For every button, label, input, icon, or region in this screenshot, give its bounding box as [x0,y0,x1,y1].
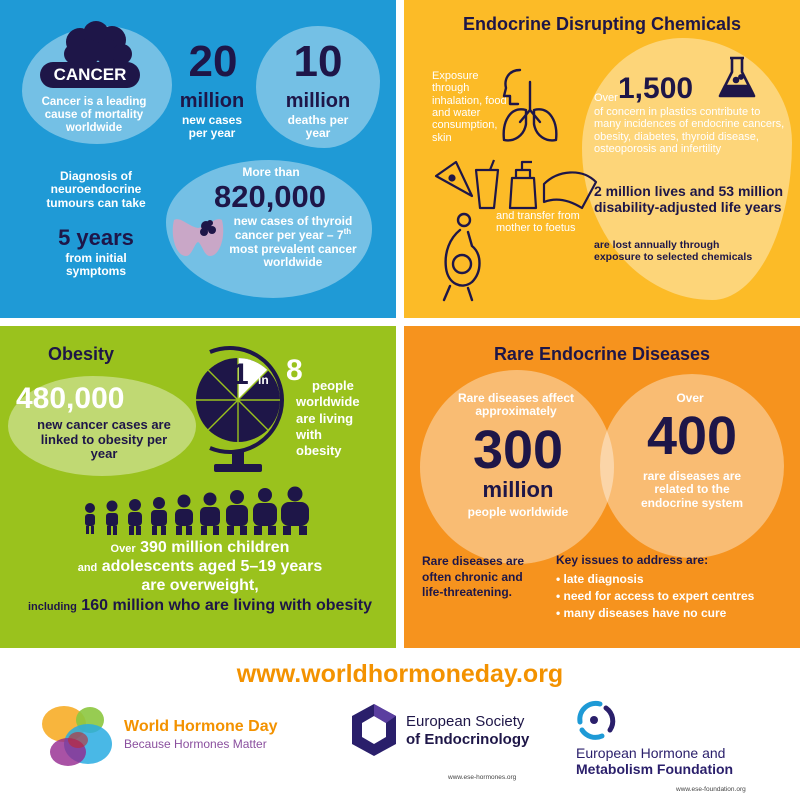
rare-key-issues-title: Key issues to address are: [556,553,709,567]
edc-lives-text: 2 million lives and 53 million disability-adjusted life years [594,183,784,215]
rare-people-text: people worldwide [467,505,569,519]
obesity-title: Obesity [48,344,115,364]
pregnant-mother-icon [432,212,490,302]
rare-bullet-2: need for access to expert centres [563,588,755,603]
rare-number-300: 300 [472,420,564,480]
obesity-cases-number: 480,000 [16,382,125,415]
list-item: • many diseases have no cure [556,605,727,620]
new-cases-number: 20 [188,37,238,86]
obesity-people-text: people worldwide are living with obesity [296,378,360,458]
cancer-badge: CANCER [40,62,140,88]
obesity-eight: 8 [286,354,303,387]
obesity-kids-over: Over [110,543,136,555]
list-item: • need for access to expert centres [556,588,755,603]
edc-exposure-text: Exposure through inhalation, food and water consumption, skin [432,70,507,144]
thyroid-pre: More than [242,165,300,179]
obesity-kids-num: 390 million children [140,539,290,556]
ese-url: www.ese-hormones.org [448,774,517,781]
rare-key-issues-list [556,571,796,621]
obesity-kids-over2: are overweight, [141,577,259,595]
children-silhouettes-icon [80,486,330,536]
thyroid-rank: 7 [336,228,344,243]
rare-panel [404,326,800,648]
obesity-cases-label: new cancer cases are linked to obesity per year [37,417,171,462]
whd-name: World Hormone Day [124,718,278,735]
edc-lost-text: are lost annually through exposure to selected chemicals [594,239,753,263]
footer [0,648,800,800]
obesity-one: 1 [232,358,249,391]
neuro-tail-text: from initial symptoms [65,251,127,279]
edc-title: Endocrine Disrupting Chemicals [462,14,742,34]
edc-description: of concern in plastics contribute to many incidences of endocrine cancers, obesity, diabetes, thyroid disease, osteoporosis and infertility [594,106,785,155]
deaths-unit: million [285,90,351,112]
thyroid-label-b: most prevalent cancer worldwide [229,241,357,270]
thyroid-number: 820,000 [213,179,327,214]
ese-name-a: European Society [406,713,525,730]
rare-bullet-3: many diseases have no cure [563,605,727,620]
list-item: • late diagnosis [556,572,644,586]
food-drink-icons [432,158,602,214]
obesity-panel [0,326,396,648]
obesity-kids-and: and [77,562,98,575]
new-cases-label: new cases per year [181,113,243,141]
rare-related-text: rare diseases are related to the endocrine system [640,469,744,510]
thyroid-label [228,215,358,270]
thyroid-label-a: new cases of thyroid cancer per year – [233,214,353,243]
deaths-number: 10 [293,37,343,86]
obesity-in: in [258,373,269,387]
flask-icon [716,54,758,102]
rare-number-400: 400 [646,406,738,466]
edc-over-label: Over [594,92,618,104]
thyroid-rank-sup: th [343,227,352,237]
obesity-incl: including [27,600,77,613]
world-hormone-day-logo [38,700,118,772]
deaths-label: deaths per year [287,113,349,141]
neuro-years: 5 years [58,225,134,250]
ehmf-logo [570,696,620,746]
edc-panel [404,0,800,318]
edc-number: 1,500 [618,72,694,105]
obesity-kids-text [20,538,380,615]
ese-logo [346,702,402,758]
ese-name-b: of Endocrinology [406,731,530,748]
rare-chronic-text: Rare diseases are often chronic and life-threatening. [422,554,525,600]
neuro-lead-text: Diagnosis of neuroendocrine tumours can take [46,169,146,210]
obesity-incl-b: 160 million who are living with obesity [81,596,373,614]
whd-tagline: Because Hormones Matter [124,737,267,751]
obesity-kids-mid: adolescents aged 5–19 years [101,558,323,576]
rare-over-label: Over [676,391,704,405]
cancer-leading-text: Cancer is a leading cause of mortality worldwide [41,96,147,134]
rare-affect-text: Rare diseases affect approximately [457,391,575,419]
cancer-panel [0,0,396,318]
website-link[interactable]: www.worldhormoneday.org [236,660,564,688]
edc-transfer-text: and transfer from mother to foetus [496,210,580,235]
rare-title: Rare Endocrine Diseases [493,344,711,364]
thyroid-icon [168,212,228,260]
new-cases-unit: million [179,90,245,112]
rare-unit: million [482,477,554,502]
lungs-icon [496,66,564,146]
ehmf-name-a: European Hormone and [576,745,726,761]
rare-bullet-1: late diagnosis [563,572,644,586]
ehmf-name-b: Metabolism Foundation [576,761,734,777]
ehmf-url: www.ese-foundation.org [676,786,746,793]
